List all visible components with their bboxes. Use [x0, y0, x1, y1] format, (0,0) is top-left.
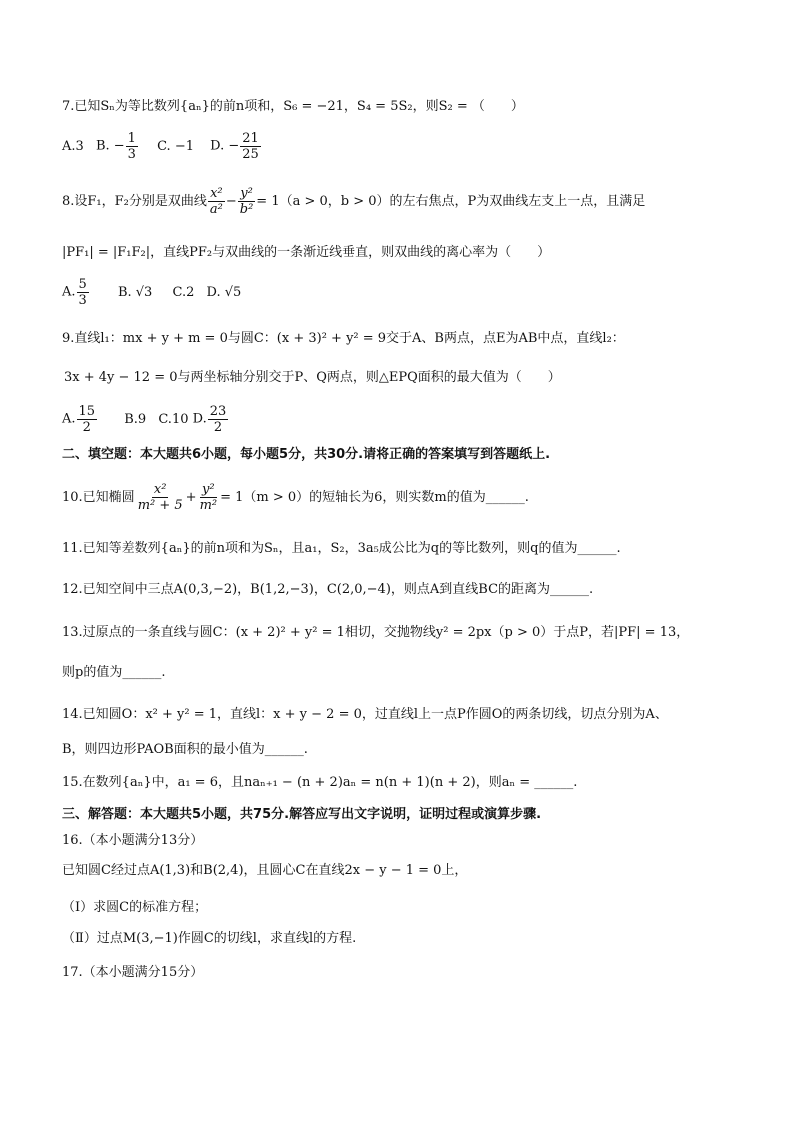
- q9-a-den: 2: [82, 420, 91, 435]
- q7-option-d-fraction: [240, 131, 261, 162]
- section-2-heading: 二、填空题：本大题共6小题，每小题5分，共30分.请将正确的答案填写到答题纸上.: [62, 447, 551, 462]
- question-16-part-2: （Ⅱ）过点M(3,−1)作圆C的切线l，求直线l的方程.: [62, 931, 357, 946]
- q7-option-b: [96, 131, 139, 162]
- question-13-line-2: 则p的值为______.: [62, 665, 166, 680]
- q8-fraction-x: [208, 186, 225, 217]
- q8-a-den: 3: [78, 293, 87, 308]
- q10-fraction-x: [136, 482, 185, 513]
- q8-f2-den: b²: [239, 202, 254, 217]
- question-8-line-1: [62, 186, 645, 217]
- q8-fraction-y: [238, 186, 256, 217]
- q9-d-den: 2: [213, 420, 223, 435]
- q9-option-b: B.9: [124, 411, 147, 427]
- q7-option-b-fraction: [126, 131, 138, 162]
- question-7-stem: 7.已知Sₙ为等比数列{aₙ}的前n项和，S₆ = −21，S₄ = 5S₂，则S₂ = （ ）: [62, 99, 524, 114]
- question-12: 12.已知空间中三点A(0,3,−2)，B(1,2,−3)，C(2,0,−4)，则点A到直线BC的距离为______.: [62, 582, 594, 597]
- question-14-line-1: 14.已知圆O：x² + y² = 1，直线l：x + y − 2 = 0，过直线l上一点P作圆O的两条切线，切点分别为A、: [62, 707, 668, 722]
- q7-b-num: 1: [127, 131, 136, 146]
- q8-f1-den: a²: [209, 202, 223, 217]
- question-16-part-1: （Ⅰ）求圆C的标准方程；: [62, 900, 208, 915]
- q8-suffix: = 1（a > 0，b > 0）的左右焦点，P为双曲线左支上一点，且满足: [256, 194, 646, 209]
- q10-f1-num: x²: [153, 482, 167, 497]
- question-8-line-2: |PF₁| = |F₁F₂|，直线PF₂与双曲线的一条渐近线垂直，则双曲线的离心率为（ ）: [62, 245, 551, 260]
- q10-prefix: 10.已知椭圆: [62, 490, 135, 505]
- q9-a-num: 15: [78, 404, 96, 419]
- q9-option-a-fraction: [77, 404, 98, 435]
- q10-f2-den: m²: [199, 498, 218, 513]
- q8-option-d: D. √5: [206, 284, 242, 300]
- q9-option-a: [62, 404, 98, 435]
- question-10: [62, 482, 529, 513]
- q8-option-a: [62, 277, 90, 308]
- q7-b-den: 3: [127, 147, 136, 162]
- question-9-options: [62, 404, 237, 435]
- q8-prefix: 8.设F₁，F₂分别是双曲线: [62, 194, 207, 209]
- q7-option-d-label: D. −: [210, 138, 240, 154]
- q8-option-b: B. √3: [117, 284, 153, 300]
- q9-option-d-label: D.: [192, 411, 207, 427]
- q10-fraction-y: [198, 482, 220, 513]
- question-15: 15.在数列{aₙ}中，a₁ = 6，且naₙ₊₁ − (n + 2)aₙ = n(n + 1)(n + 2)，则aₙ = ______.: [62, 775, 578, 790]
- q10-f1-den: m² + 5: [137, 498, 183, 513]
- q8-f1-num: x²: [210, 186, 223, 201]
- q7-option-c: C. −1: [157, 138, 194, 154]
- q7-d-num: 21: [242, 131, 259, 146]
- question-13-line-1: 13.过原点的一条直线与圆C：(x + 2)² + y² = 1相切，交抛物线y² = 2px（p > 0）于点P，若|PF| = 13，: [62, 625, 690, 640]
- section-3-heading: 三、解答题：本大题共5小题，共75分.解答应写出文字说明，证明过程或演算步骤.: [62, 807, 542, 822]
- q9-option-c: C.10: [158, 411, 189, 427]
- question-9-line-1: 9.直线l₁：mx + y + m = 0与圆C：(x + 3)² + y² = 9交于A、B两点，点E为AB中点，直线l₂：: [62, 331, 625, 346]
- q7-option-a: A.3: [62, 138, 84, 154]
- q7-option-d: [210, 131, 262, 162]
- question-8-options: [62, 277, 249, 308]
- question-9-line-2: 3x + 4y − 12 = 0与两坐标轴分别交于P、Q两点，则△EPQ面积的最大值为（ ）: [64, 370, 561, 385]
- q8-option-a-fraction: [77, 277, 89, 308]
- q9-d-num: 23: [209, 404, 227, 419]
- question-17-header: 17.（本小题满分15分）: [62, 965, 204, 980]
- question-16-stem: 已知圆C经过点A(1,3)和B(2,4)，且圆心C在直线2x − y − 1 = 0上，: [62, 863, 468, 878]
- q9-option-d-fraction: [208, 404, 229, 435]
- q7-option-b-label: B. −: [95, 138, 125, 154]
- q8-option-c: C.2: [172, 284, 195, 300]
- question-16-header: 16.（本小题满分13分）: [62, 833, 204, 848]
- q9-option-d: [193, 404, 230, 435]
- q7-d-den: 25: [242, 147, 259, 162]
- q8-f2-num: y²: [240, 186, 253, 201]
- q8-a-num: 5: [78, 277, 87, 292]
- q10-f2-num: y²: [202, 482, 215, 497]
- q10-suffix: = 1（m > 0）的短轴长为6，则实数m的值为______.: [220, 490, 529, 505]
- q8-option-a-label: A.: [62, 284, 76, 300]
- q9-option-a-label: A.: [62, 411, 76, 427]
- question-11: 11.已知等差数列{aₙ}的前n项和为Sₙ，且a₁，S₂，3a₅成公比为q的等比数列，则q的值为______.: [62, 541, 621, 556]
- question-14-line-2: B，则四边形PAOB面积的最小值为______.: [62, 742, 308, 757]
- question-7-options: [62, 131, 270, 162]
- q10-plus: +: [185, 490, 197, 505]
- q8-minus: −: [225, 194, 237, 209]
